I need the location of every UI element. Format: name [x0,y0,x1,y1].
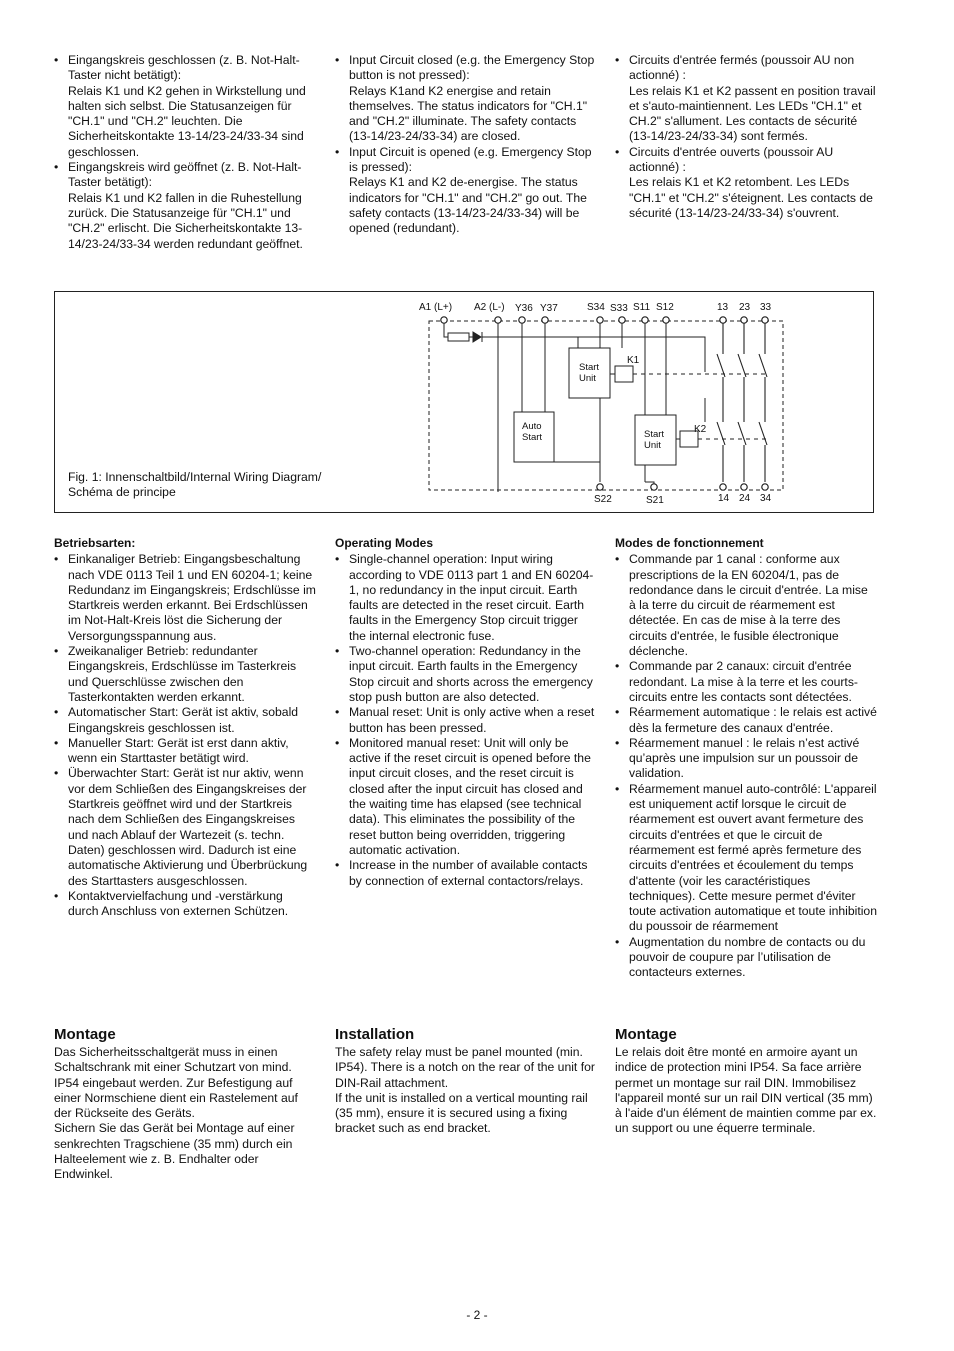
terminal-label: Y36 [515,303,533,314]
mounting-column-de [54,1026,316,1183]
mounting-column-fr [615,1026,877,1137]
terminal-label: 33 [760,302,772,313]
list-item: • Überwachter Start: Gerät ist nur aktiv, wenn vor dem Schließen des Eingangskreises der Startkreis geöffnet wird und der Startkreis nach dem Schließen des Eingangskreises und nach Ablauf der Wartezeit (s. techn. Daten) geschlossen wird. Dadurch ist eine automatische Aktivierung und Überbrückung des Starttasters ausgeschlossen. [54,766,316,888]
terminal-label: 23 [739,302,751,313]
paragraph: The safety relay must be panel mounted (min. IP54). There is a notch on the rear of the unit for DIN-Rail attachment. If the unit is installed on a vertical mounting rail (35 mm), ensure it is secured using a fixing bracket such as end bracket. [335,1045,595,1136]
wiring-diagram [55,292,875,514]
terminal-label: Y37 [540,303,558,314]
top-column-de [54,53,316,252]
section-heading: Modes de fonctionnement [615,536,764,550]
section-heading: Installation [335,1026,415,1043]
auto-start-label: Start [522,432,543,443]
list-item: • Circuits d'entrée ouverts (poussoir AU actionné) : Les relais K1 et K2 retombent. Les LEDs "CH.1" et "CH.2" s'éteignent. Les contacts de sécurité (13-14/23-24/33-34) s'ouvrent. [615,145,877,221]
terminal-circles-top [441,317,768,323]
terminal-circles-bottom [597,484,768,490]
list-item: • Einkanaliger Betrieb: Eingangsbeschaltung nach VDE 0113 Teil 1 und EN 60204-1; keine Redundanz im Eingangskreis; Erdschlüsse im Startkreis werden erkannt. Bei Erdschlüssen im Not-Halt-Kreis löst die Sicherung der Versorgungsspannung aus. [54,552,316,644]
list-item: • Eingangskreis geschlossen (z. B. Not-Halt-Taster nicht betätigt): Relais K1 und K2 gehen in Wirkstellung und halten sich selbst. Die Statusanzeigen für "CH.1" und "CH.2" leuchten. Die Sicherheitskontakte 13-14/23-24/33-34 sind geschlossen. [54,53,316,160]
list-item: • Réarmement manuel auto-contrôlé: L'appareil est uniquement actif lorsque le circuit de réarmement est ouvert avant fermeture des circuits d'entrées et que le circuit de réarmement est fermé après fermeture des circuits d'entrées et écoulement du temps d'attente (voir les caractéristiques techniques). Cette mesure permet d'éviter toute activation automatique et toute inhibition du poussoir de réarmement [615,782,877,935]
wiring-diagram-figure [54,291,874,513]
figure-caption: Fig. 1: Innenschaltbild/Internal Wiring Diagram/ Schéma de principe [68,470,322,499]
terminal-label: S33 [610,303,628,314]
safety-contacts [717,323,767,482]
terminal-label: S11 [633,302,651,313]
top-column-en [335,53,597,237]
section-heading: Operating Modes [335,536,434,550]
terminal-label: A1 (L+) [419,302,453,313]
modes-column-en [335,536,597,889]
list-item: • Single-channel operation: Input wiring according to VDE 0113 part 1 and EN 60204-1, no redundancy in the input circuit. Earth faults are detected in the reset circuit. Earth faults in the Emergency Stop circuit trigger the internal electronic fuse. [335,552,597,644]
list-item: • Réarmement manuel : le relais n’est activé qu’après une impulsion sur un poussoir de validation. [615,736,877,782]
list-item: • Manueller Start: Gerät ist erst dann aktiv, wenn ein Starttaster betätigt wird. [54,736,316,767]
relay-coil-k1 [615,366,633,382]
list-item: • Increase in the number of available contacts by connection of external contactors/relays. [335,858,597,889]
modes-column-fr [615,536,877,981]
relay-label-k2: K2 [694,424,707,435]
start-unit-label: Unit [579,373,596,384]
section-heading: Montage [54,1026,116,1043]
paragraph: Das Sicherheitsschaltgerät muss in einen Schaltschrank mit einer Schutzart von mind. IP54 eingebaut werden. Zur Befestigung auf einer Normschiene dient ein Rastelement auf der Rückseite des Geräts. Sichern Sie das Gerät bei Montage auf einer senkrechten Tragschiene (35 mm) durch ein Halteelement wie z. B. Endhalter oder Endwinkel. [54,1045,298,1182]
terminal-label: S12 [656,302,674,313]
modes-column-de [54,536,316,919]
auto-start-label: Auto [522,421,542,432]
terminal-label: A2 (L-) [474,302,505,313]
terminal-label: S22 [594,494,612,505]
list-item: • Two-channel operation: Redundancy in the input circuit. Earth faults in the Emergency Stop circuit and shorts across the emergency stop push button are also detected. [335,644,597,705]
start-unit-label: Unit [644,440,661,451]
mounting-column-en [335,1026,597,1137]
list-item: • Circuits d'entrée fermés (poussoir AU non actionné) : Les relais K1 et K2 passent en position travail et s'auto-maintiennent. Les LEDs "CH.1" et CH.2" s'allument. Les contacts de sécurité (13-14/23-24/33-34) sont fermés. [615,53,877,145]
section-heading: Betriebsarten: [54,536,136,550]
relay-label-k1: K1 [627,355,640,366]
terminal-label: 13 [717,302,729,313]
start-unit-label: Start [579,362,600,373]
list-item: • Réarmement automatique : le relais est activé dès la fermeture des canaux d'entrée. [615,705,877,736]
list-item: • Monitored manual reset: Unit will only be active if the reset circuit is opened before the input circuit closes, and the reset circuit is closed after the input circuit has closed and the waiting time has elapsed (see technical data). This eliminates the possibility of the reset button being overridden, triggering automatic activation. [335,736,597,858]
top-column-fr [615,53,877,221]
list-item: • Kontaktvervielfachung und -verstärkung durch Anschluss von externen Schützen. [54,889,316,920]
section-heading: Montage [615,1026,677,1043]
paragraph: Le relais doit être monté en armoire ayant un indice de protection mini IP54. Sa face arrière permet un montage sur rail DIN. Immobilisez l'appareil monté sur un rail DIN vertical (35 mm) à l'aide d'un élément de maintien comme par ex. un support ou une équerre terminale. [615,1045,877,1136]
list-item: • Commande par 1 canal : conforme aux prescriptions de la EN 60204/1, pas de redondance dans le circuit d'entrée. La mise à la terre du circuit de réarmement est détectée. En cas de mise à la terre des circuits d'entrée, le fusible électronique déclenche. [615,552,877,659]
list-item: • Input Circuit closed (e.g. the Emergency Stop button is not pressed): Relays K1and K2 energise and retain themselves. The status indicators for "CH.1" and "CH.2" illuminate. The safety contacts (13-14/23-24/33-34) are closed. [335,53,597,145]
list-item: • Zweikanaliger Betrieb: redundanter Eingangskreis, Erdschlüsse im Tasterkreis und Querschlüsse zwischen den Tasterkontakten werden erkannt. [54,644,316,705]
list-item: • Augmentation du nombre de contacts ou du pouvoir de coupure par l’utilisation de contacteurs externes. [615,935,877,981]
start-unit-label: Start [644,429,665,440]
page-number: - 2 - [466,1308,488,1322]
list-item: • Input Circuit is opened (e.g. Emergency Stop is pressed): Relays K1 and K2 de-energise. The status indicators for "CH.1" and "CH.2" go out. The safety contacts (13-14/23-24/33-34) will be opened (redundant). [335,145,597,237]
terminal-label: 24 [739,493,751,504]
terminal-label: S21 [646,495,664,506]
list-item: • Commande par 2 canaux: circuit d'entrée redondant. La mise à la terre et les courts-circuits entre les contacts sont détectées. [615,659,877,705]
terminal-label: 34 [760,493,772,504]
terminal-label: S34 [587,302,605,313]
housing-outline [429,321,783,490]
list-item: • Manual reset: Unit is only active when a reset button has been pressed. [335,705,597,736]
list-item: • Automatischer Start: Gerät ist aktiv, sobald Eingangskreis geschlossen ist. [54,705,316,736]
terminal-label: 14 [718,493,730,504]
list-item: • Eingangskreis wird geöffnet (z. B. Not-Halt-Taster betätigt): Relais K1 und K2 fallen in die Ruhestellung zurück. Die Statusanzeige für "CH.1" und "CH.2" erlischt. Die Sicherheitskontakte 13-14/23-24/33-34 werden redundant geöffnet. [54,160,316,252]
